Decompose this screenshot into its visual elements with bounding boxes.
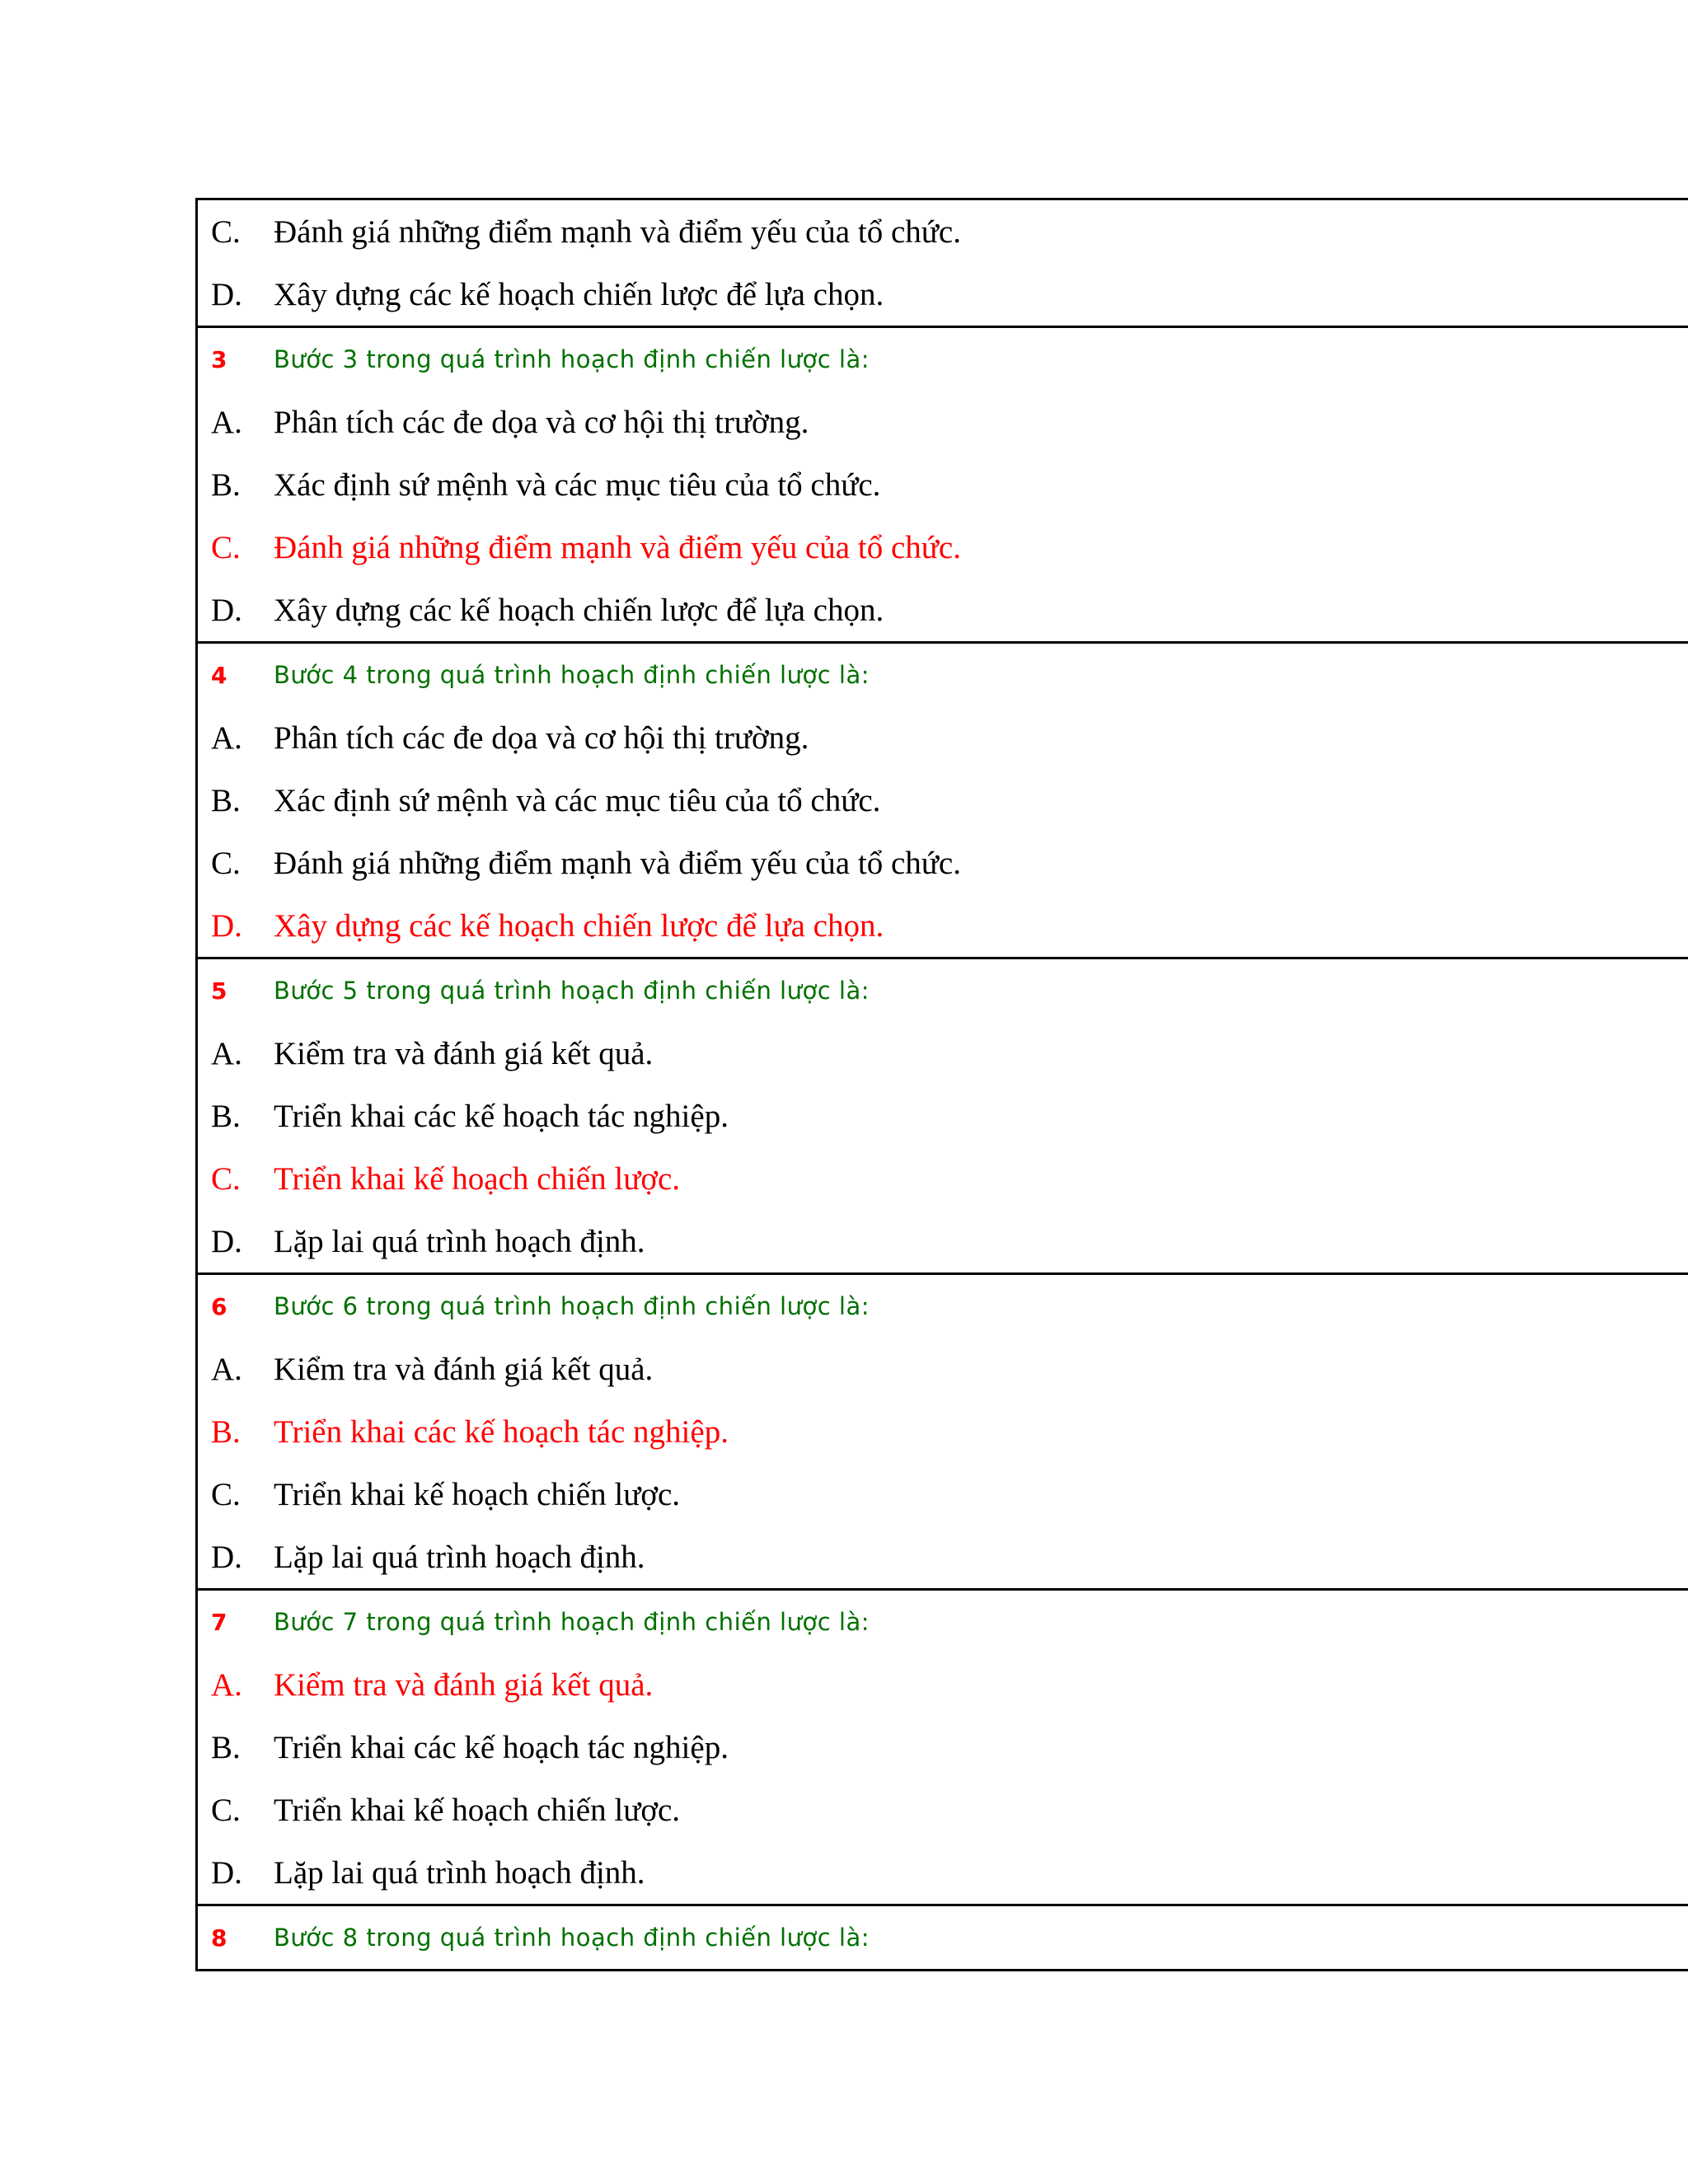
answer-option (198, 453, 1688, 516)
answer-option (198, 1841, 1688, 1904)
answer-option-correct (198, 1400, 1688, 1463)
option-text: Kiểm tra và đánh giá kết quả. (274, 1666, 654, 1703)
question-number: 3 (211, 345, 227, 373)
option-text: Kiểm tra và đánh giá kết quả. (274, 1035, 654, 1071)
option-text: Xây dựng các kế hoạch chiến lược để lựa chọn. (274, 907, 884, 944)
option-letter: D. (211, 1539, 242, 1575)
question-block (198, 644, 1688, 959)
quiz-table (195, 198, 1688, 1971)
option-text: Lặp lai quá trình hoạch định. (274, 1223, 645, 1259)
option-text: Triển khai kế hoạch chiến lược. (274, 1476, 681, 1512)
answer-option (198, 706, 1688, 769)
option-text: Triển khai các kế hoạch tác nghiệp. (274, 1098, 729, 1134)
question-text: Bước 5 trong quá trình hoạch định chiến lược là: (274, 977, 870, 1005)
answer-option (198, 200, 1688, 263)
option-letter: C. (211, 1160, 241, 1197)
option-text: Phân tích các đe dọa và cơ hội thị trường. (274, 404, 809, 440)
question-block (198, 1906, 1688, 1971)
question-block (198, 1591, 1688, 1906)
question-block (198, 1275, 1688, 1591)
question-text: Bước 4 trong quá trình hoạch định chiến lược là: (274, 661, 870, 689)
option-text: Phân tích các đe dọa và cơ hội thị trường. (274, 719, 809, 756)
option-text: Triển khai các kế hoạch tác nghiệp. (274, 1413, 729, 1450)
option-text: Kiểm tra và đánh giá kết quả. (274, 1351, 654, 1387)
option-letter: D. (211, 1223, 242, 1259)
option-text: Đánh giá những điểm mạnh và điểm yếu của tổ chức. (274, 529, 961, 565)
question-row (198, 1275, 1688, 1338)
answer-option (198, 832, 1688, 894)
answer-option (198, 1085, 1688, 1147)
answer-option-correct (198, 1653, 1688, 1716)
option-letter: A. (211, 1035, 242, 1071)
question-number: 7 (211, 1608, 227, 1636)
option-letter: C. (211, 1476, 241, 1512)
option-text: Lặp lai quá trình hoạch định. (274, 1854, 645, 1891)
answer-option-correct (198, 1147, 1688, 1210)
answer-option (198, 1716, 1688, 1779)
option-letter: B. (211, 466, 241, 503)
answer-option-correct (198, 894, 1688, 957)
answer-option (198, 1338, 1688, 1400)
option-letter: A. (211, 719, 242, 756)
question-row (198, 644, 1688, 706)
question-text: Bước 6 trong quá trình hoạch định chiến lược là: (274, 1292, 870, 1320)
question-number: 4 (211, 661, 227, 689)
option-text: Triển khai kế hoạch chiến lược. (274, 1792, 681, 1828)
question-text: Bước 8 trong quá trình hoạch định chiến lược là: (274, 1924, 870, 1952)
option-letter: B. (211, 782, 241, 818)
answer-option (198, 263, 1688, 326)
option-text: Đánh giá những điểm mạnh và điểm yếu của tổ chức. (274, 845, 961, 881)
answer-option (198, 1779, 1688, 1841)
answer-option (198, 1463, 1688, 1526)
option-letter: D. (211, 1854, 242, 1891)
option-text: Lặp lai quá trình hoạch định. (274, 1539, 645, 1575)
question-row (198, 328, 1688, 391)
question-block (198, 959, 1688, 1275)
option-letter: D. (211, 276, 242, 312)
answer-option (198, 1022, 1688, 1085)
option-letter: C. (211, 845, 241, 881)
option-letter: C. (211, 213, 241, 250)
option-text: Xây dựng các kế hoạch chiến lược để lựa chọn. (274, 276, 884, 312)
answer-option (198, 1526, 1688, 1588)
option-letter: D. (211, 907, 242, 944)
question-block (198, 328, 1688, 644)
option-letter: A. (211, 1351, 242, 1387)
option-text: Xác định sứ mệnh và các mục tiêu của tổ chức. (274, 466, 881, 503)
option-letter: C. (211, 529, 241, 565)
option-text: Đánh giá những điểm mạnh và điểm yếu của tổ chức. (274, 213, 961, 250)
question-block (198, 200, 1688, 328)
question-row (198, 1906, 1688, 1969)
option-text: Xác định sứ mệnh và các mục tiêu của tổ chức. (274, 782, 881, 818)
option-letter: B. (211, 1098, 241, 1134)
option-letter: A. (211, 404, 242, 440)
answer-option-correct (198, 516, 1688, 579)
option-letter: B. (211, 1729, 241, 1765)
option-letter: D. (211, 592, 242, 628)
answer-option (198, 769, 1688, 832)
option-letter: B. (211, 1413, 241, 1450)
question-text: Bước 3 trong quá trình hoạch định chiến lược là: (274, 345, 870, 373)
answer-option (198, 579, 1688, 641)
question-number: 5 (211, 977, 227, 1005)
option-text: Triển khai kế hoạch chiến lược. (274, 1160, 681, 1197)
question-row (198, 959, 1688, 1022)
answer-option (198, 391, 1688, 453)
question-number: 6 (211, 1292, 227, 1320)
option-text: Xây dựng các kế hoạch chiến lược để lựa chọn. (274, 592, 884, 628)
answer-option (198, 1210, 1688, 1272)
option-letter: C. (211, 1792, 241, 1828)
question-text: Bước 7 trong quá trình hoạch định chiến lược là: (274, 1608, 870, 1636)
option-text: Triển khai các kế hoạch tác nghiệp. (274, 1729, 729, 1765)
question-number: 8 (211, 1924, 227, 1952)
option-letter: A. (211, 1666, 242, 1703)
question-row (198, 1591, 1688, 1653)
